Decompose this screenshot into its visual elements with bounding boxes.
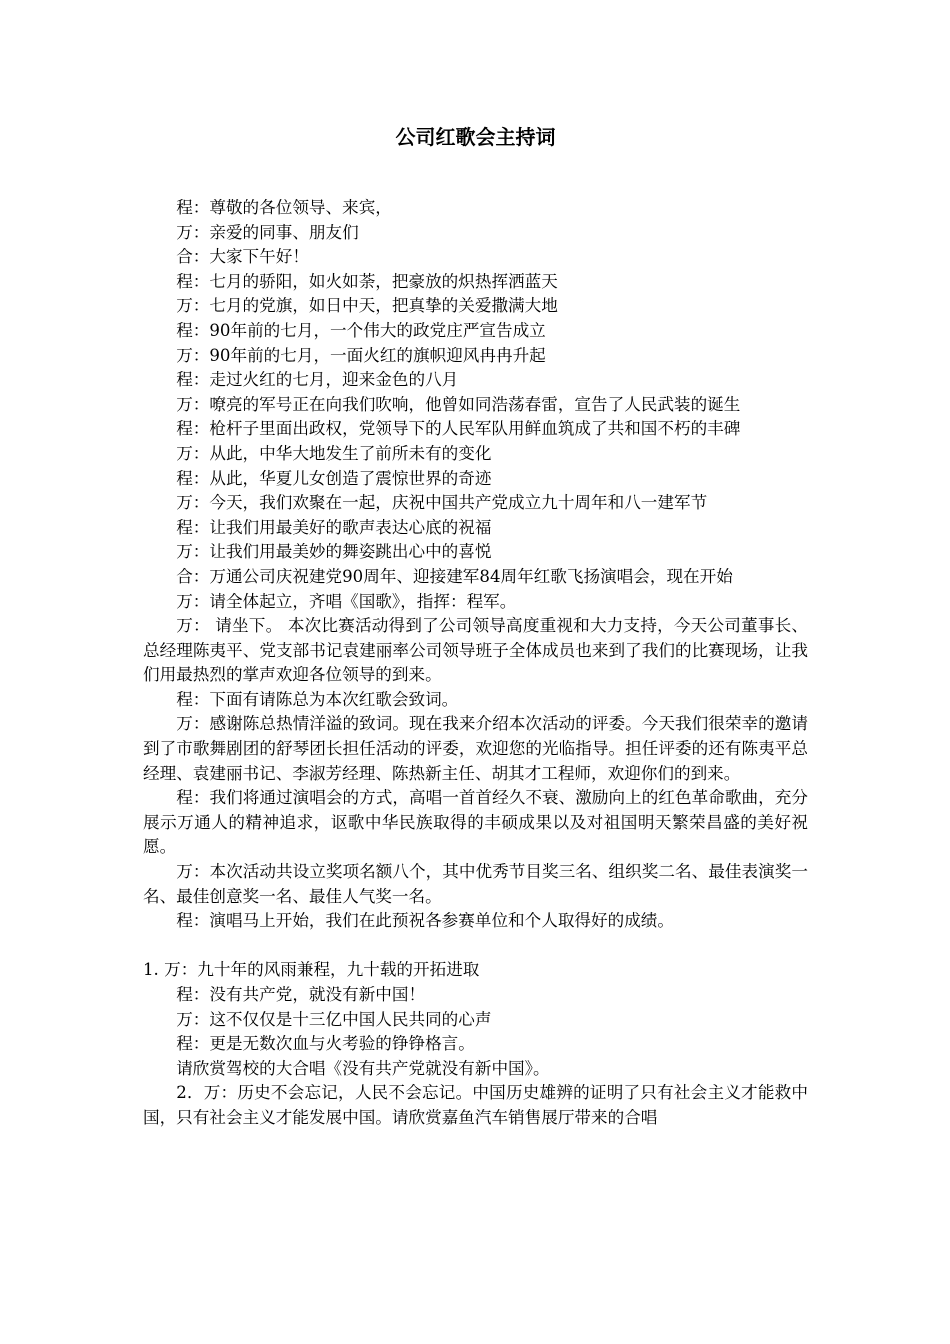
paragraph: 万：这不仅仅是十三亿中国人民共同的心声 — [176, 1009, 492, 1029]
paragraph: 程：让我们用最美好的歌声表达心底的祝福 — [176, 517, 492, 537]
paragraph: 程：没有共产党，就没有新中国！ — [176, 985, 426, 1004]
document-body — [143, 196, 808, 1131]
paragraph: 程：更是无数次血与火考验的铮铮格言。 — [176, 1034, 475, 1054]
paragraph: 万：今天，我们欢聚在一起，庆祝中国共产党成立九十周年和八一建军节 — [176, 493, 708, 513]
paragraph: 程：我们将通过演唱会的方式，高唱一首首经久不衰、激励向上的红色革命歌曲，充分展示万通人的精神追求，讴歌中华民族取得的丰硕成果以及对祖国明天繁荣昌盛的美好祝愿。 — [143, 788, 808, 857]
paragraph: 合：大家下午好！ — [176, 247, 309, 267]
paragraph: 程：下面有请陈总为本次红歌会致词。 — [176, 689, 459, 709]
blank-line — [143, 934, 808, 959]
paragraph: 万：本次活动共设立奖项名额八个，其中优秀节目奖三名、组织奖二名、最佳表演奖一名、最佳创意奖一名、最佳人气奖一名。 — [143, 862, 808, 906]
paragraph: 万：亲爱的同事、朋友们 — [176, 222, 359, 242]
paragraph: 万：感谢陈总热情洋溢的致词。现在我来介绍本次活动的评委。今天我们很荣幸的邀请到了市歌舞剧团的舒琴团长担任活动的评委，欢迎您的光临指导。担任评委的还有陈夷平总经理、袁建丽书记、李淑芳经理、陈热新主任、胡其才工程师，欢迎你们的到来。 — [143, 714, 808, 783]
paragraph: 程：七月的骄阳，如火如荼，把豪放的炽热挥洒蓝天 — [176, 271, 558, 291]
paragraph: 程：走过火红的七月，迎来金色的八月 — [176, 370, 459, 390]
document-title: 公司红歌会主持词 — [395, 125, 556, 149]
paragraph: 请欣赏驾校的大合唱《没有共产党就没有新中国》。 — [176, 1058, 550, 1078]
paragraph: 万：请全体起立，齐唱《国歌》，指挥：程军。 — [176, 591, 517, 611]
paragraph: 万：嘹亮的军号正在向我们吹响，他曾如同浩荡春雷，宣告了人民武装的诞生 — [176, 394, 741, 414]
paragraph: 万： 请坐下。 本次比赛活动得到了公司领导高度重视和大力支持，今天公司董事长、总经理陈夷平、党支部书记袁建丽率公司领导班子全体成员也来到了我们的比赛现场，让我们用最热烈的掌声欢迎各位领导的到来。 — [143, 616, 808, 685]
paragraph: 万：七月的党旗，如日中天，把真挚的关爱撒满大地 — [176, 296, 558, 316]
paragraph: 万：让我们用最美妙的舞姿跳出心中的喜悦 — [176, 542, 492, 562]
paragraph: 程：尊敬的各位领导、来宾， — [176, 198, 392, 217]
paragraph: 程：从此，华夏儿女创造了震惊世界的奇迹 — [176, 468, 492, 488]
paragraph: 2．万：历史不会忘记，人民不会忘记。中国历史雄辨的证明了只有社会主义才能救中国，只有社会主义才能发展中国。请欣赏嘉鱼汽车销售展厅带来的合唱 — [143, 1083, 808, 1127]
paragraph: 万：90年前的七月，一面火红的旗帜迎风冉冉升起 — [176, 345, 546, 365]
paragraph: 程：90年前的七月，一个伟大的政党庄严宣告成立 — [176, 320, 546, 340]
paragraph: 程：演唱马上开始，我们在此预祝各参赛单位和个人取得好的成绩。 — [176, 911, 674, 931]
paragraph: 程：枪杆子里面出政权，党领导下的人民军队用鲜血筑成了共和国不朽的丰碑 — [176, 419, 741, 439]
paragraph: 万：从此，中华大地发生了前所未有的变化 — [176, 443, 492, 463]
paragraph: 合：万通公司庆祝建党90周年、迎接建军84周年红歌飞扬演唱会，现在开始 — [176, 566, 733, 586]
numbered-line: 1. 万：九十年的风雨兼程，九十载的开拓进取 — [143, 960, 480, 980]
